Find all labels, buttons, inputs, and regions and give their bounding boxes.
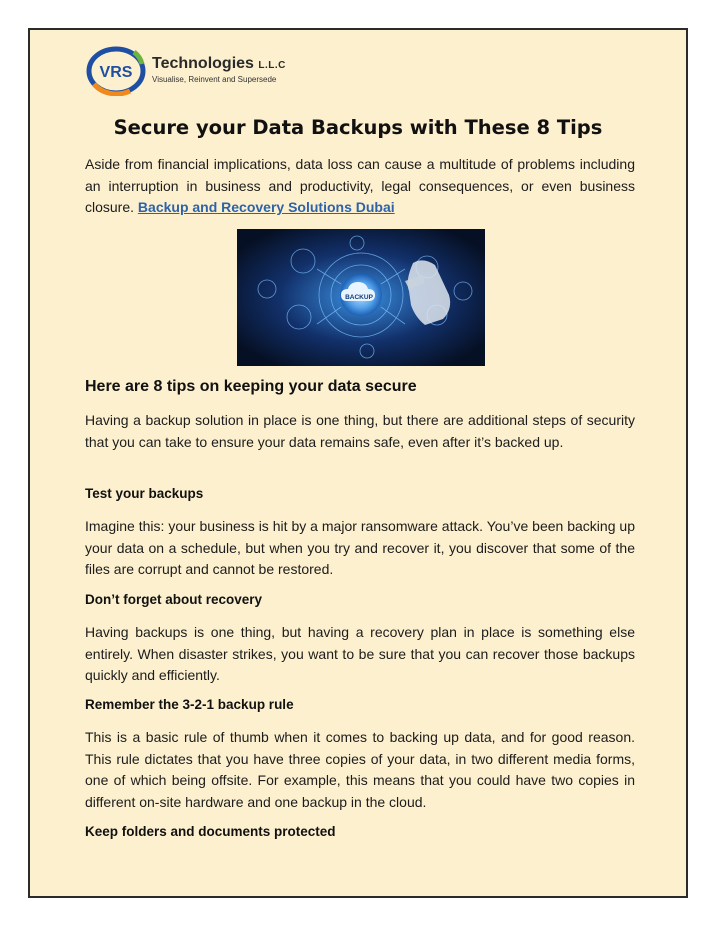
section-heading: Here are 8 tips on keeping your data secure (85, 378, 417, 395)
vrs-logo-mark (86, 44, 148, 96)
document-page (28, 28, 688, 898)
backup-recovery-link[interactable]: Backup and Recovery Solutions Dubai (137, 199, 395, 215)
logo-brand-name: Technologies (152, 55, 254, 72)
tip-heading-2: Don’t forget about recovery (85, 592, 263, 607)
tip-body-2: Having backups is one thing, but having a recovery plan in place is something else entirely. When disaster strikes, you want to be sure that you can recover those backups quickly and efficiently. (85, 624, 635, 683)
hero-cloud-label: BACKUP (345, 294, 373, 301)
tip-heading-4: Keep folders and documents protected (85, 824, 336, 839)
page-title: Secure your Data Backups with These 8 Tips (113, 116, 603, 139)
tip-heading-3: Remember the 3-2-1 backup rule (85, 697, 294, 712)
section-intro: Having a backup solution in place is one thing, but there are additional steps of security that you can take to ensure your data remains safe, even after it’s backed up. (85, 412, 635, 450)
logo-llc: L.L.C (258, 60, 286, 71)
tip-heading-1: Test your backups (85, 486, 204, 501)
logo-mark-text: VRS (99, 64, 133, 81)
tip-body-3: This is a basic rule of thumb when it comes to backing up data, and for good reason. This rule dictates that you have three copies of your data, in two different media forms, one of which being offsite. For example, this means that you could have two copies in different on-site hardware and one backup in the cloud. (85, 729, 635, 810)
intro-paragraph (85, 154, 635, 219)
logo-tagline: Visualise, Reinvent and Supersede (152, 75, 277, 84)
backup-hero-image (237, 229, 485, 366)
intro-text: Aside from financial implications, data loss can cause a multitude of problems including an interruption in business and productivity, legal consequences, or even business closure. (85, 156, 635, 215)
tip-body-1: Imagine this: your business is hit by a major ransomware attack. You’ve been backing up your data on a schedule, but when you try and recover it, you discover that some of the files are corrupt and cannot be restored. (85, 518, 635, 577)
company-logo[interactable] (86, 44, 286, 96)
